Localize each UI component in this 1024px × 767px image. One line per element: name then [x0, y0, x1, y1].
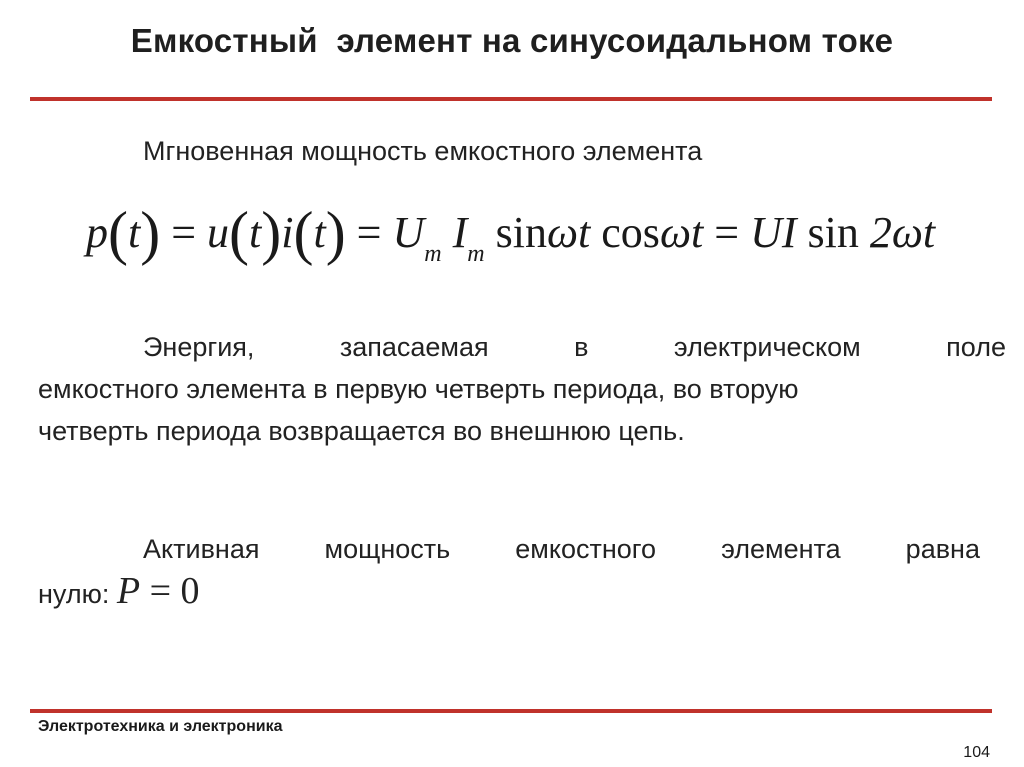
formula-sub-m: m	[424, 241, 442, 267]
energy-line-3: четверть периода возвращается во внешнюю цепь.	[38, 416, 685, 446]
formula-sub-m: m	[467, 241, 485, 267]
power-formula	[86, 200, 986, 273]
energy-paragraph	[38, 326, 1006, 452]
energy-line-1: Энергия, запасаемая в электрическом поле	[143, 332, 1006, 362]
formula-p: p	[86, 208, 108, 257]
formula-UI: UI	[750, 208, 797, 257]
eq-zero: 0	[180, 570, 200, 612]
active-power-line-1: Активная мощность емкостного элемента равна	[143, 534, 980, 564]
energy-line-2: емкостного элемента в первую четверть периода, во вторую	[38, 374, 799, 404]
formula-lparen: (	[293, 200, 314, 266]
active-power-label: нулю:	[38, 579, 110, 609]
formula-u: u	[207, 208, 230, 257]
formula-rparen: )	[325, 200, 346, 266]
subtitle: Мгновенная мощность емкостного элемента	[143, 136, 703, 166]
formula-eq: =	[171, 208, 197, 257]
slide-title: Емкостный элемент на синусоидальном токе	[130, 22, 894, 59]
bottom-divider	[30, 709, 992, 713]
formula-t: t	[249, 208, 262, 257]
top-divider	[30, 97, 992, 101]
formula-rparen: )	[261, 200, 282, 266]
page-number: 104	[963, 744, 990, 761]
formula-2omega-t: 2ωt	[869, 208, 936, 257]
formula-sin: sin	[495, 208, 547, 257]
formula-t: t	[127, 208, 141, 257]
formula-lparen: (	[108, 200, 128, 266]
active-power-line-2	[38, 570, 980, 615]
eq-P: P	[116, 570, 141, 612]
formula-omega-t: ωt	[546, 208, 591, 257]
formula-t: t	[313, 208, 326, 257]
formula-eq: =	[714, 208, 740, 257]
eq-sign: =	[149, 570, 171, 612]
formula-I: I	[452, 208, 468, 257]
formula-sin: sin	[807, 208, 859, 257]
formula-rparen: )	[140, 200, 161, 266]
formula-lparen: (	[229, 200, 250, 266]
footer-course-title: Электротехника и электроника	[38, 718, 283, 735]
active-power-paragraph	[38, 528, 980, 615]
formula-eq: =	[356, 208, 382, 257]
formula-omega-t: ωt	[659, 208, 704, 257]
formula-i: i	[281, 208, 294, 257]
active-power-equation	[117, 570, 200, 612]
formula-U: U	[392, 208, 425, 257]
formula-cos: cos	[601, 208, 660, 257]
